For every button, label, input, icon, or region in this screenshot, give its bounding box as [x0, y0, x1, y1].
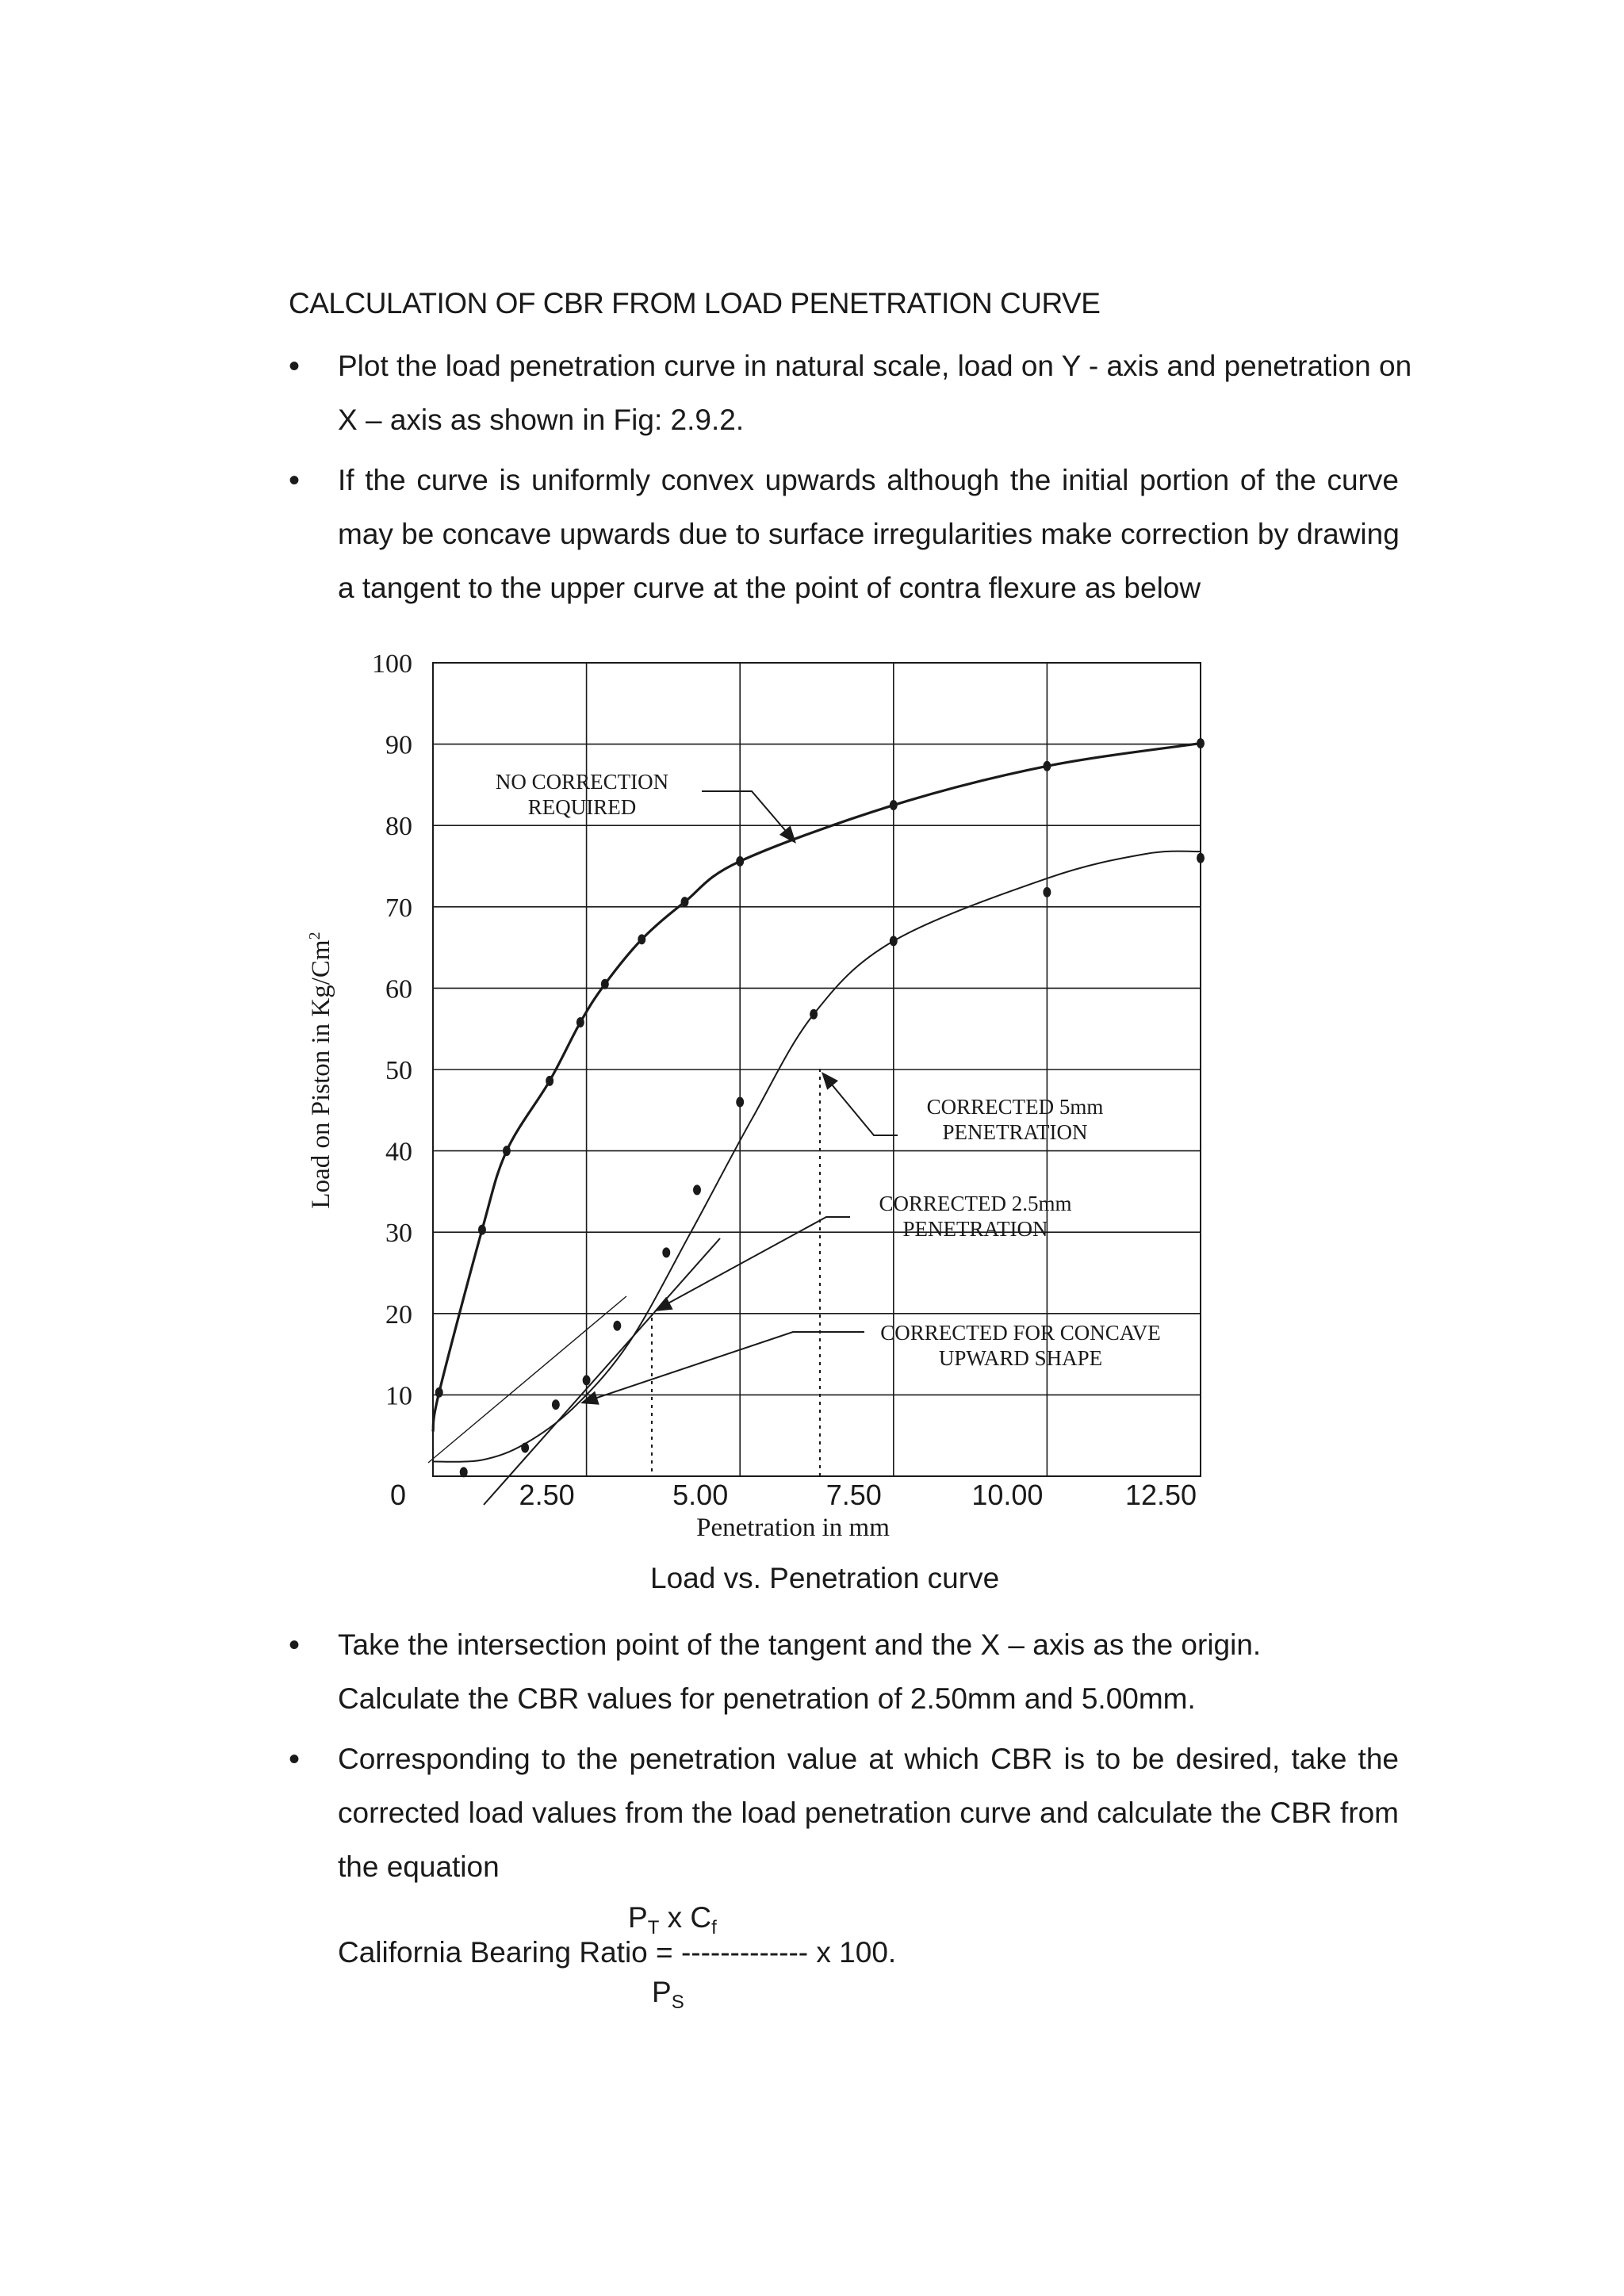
y-tick-label: 30 [385, 1219, 412, 1249]
y-axis-label [306, 932, 335, 1208]
series-concave-line [433, 851, 1201, 1462]
load-penetration-chart [301, 634, 1237, 1546]
data-point [890, 936, 898, 946]
data-point [503, 1146, 511, 1156]
annotation-corrected-2-5mm: CORRECTED 2.5mm PENETRATION [879, 1192, 1072, 1241]
figure-caption: Load vs. Penetration curve [650, 1562, 1000, 1594]
correction-lines [428, 1069, 820, 1505]
y-axis-label-text: Load on Piston in Kg/Cm [307, 939, 335, 1209]
leader-corrected-5mm [828, 1080, 898, 1135]
data-point [546, 1076, 553, 1086]
formula-rhs: x 100. [808, 1936, 897, 1969]
arrow-corrected-5mm [822, 1072, 838, 1090]
denominator-sub-s: S [671, 1992, 684, 2013]
data-point [681, 897, 689, 907]
x-tick-label: 7.50 [825, 1479, 882, 1511]
formula-lhs: California Bearing Ratio = [338, 1936, 681, 1969]
bullet2-line-2: may be concave upwards due to surface irregularities make correction by drawing [338, 518, 1400, 550]
tangent-line [484, 1238, 720, 1505]
bullet2-line-1: If the curve is uniformly convex upwards although the initial portion of the curve [338, 464, 1399, 496]
x-axis-label: Penetration in mm [696, 1513, 890, 1542]
data-point [521, 1443, 529, 1453]
bullet2-line-3: a tangent to the upper curve at the point of contra flexure as below [338, 572, 1201, 604]
y-tick-labels [372, 649, 412, 1410]
bullet4-line-1: Corresponding to the penetration value at which CBR is to be desired, take the [338, 1743, 1399, 1775]
bullet1-line-2: X – axis as shown in Fig: 2.9.2. [338, 404, 745, 436]
data-point [890, 800, 898, 810]
formula-denominator [652, 1976, 684, 2013]
formula-bar: ------------- [680, 1936, 809, 1969]
data-point [583, 1375, 591, 1385]
leader-corrected-2-5mm [662, 1217, 850, 1307]
bullet-dot: • [289, 463, 301, 498]
numerator-sub-f: f [711, 1917, 717, 1938]
data-point [576, 1017, 584, 1027]
x-tick-label: 10.00 [971, 1479, 1044, 1511]
annotation-corrected-concave: CORRECTED FOR CONCAVE UPWARD SHAPE [880, 1321, 1161, 1370]
bullet4-line-3: the equation [338, 1850, 500, 1883]
y-tick-label: 80 [385, 812, 412, 842]
data-point [613, 1321, 621, 1331]
data-point [662, 1247, 670, 1257]
data-point [638, 934, 645, 944]
y-tick-label: 100 [372, 649, 412, 679]
data-point [693, 1184, 701, 1195]
data-point [435, 1387, 443, 1398]
x-tick-label: 2.50 [519, 1479, 575, 1511]
bullet-dot: • [289, 349, 301, 384]
x-tick-label: 5.00 [672, 1479, 729, 1511]
bullet-dot: • [289, 1628, 301, 1663]
data-point [460, 1467, 468, 1477]
x-tick-labels [390, 1479, 1197, 1511]
y-tick-label: 20 [385, 1299, 412, 1330]
data-point [601, 979, 609, 989]
page-heading: CALCULATION OF CBR FROM LOAD PENETRATION CURVE [289, 287, 1101, 320]
data-point [552, 1399, 560, 1410]
leader-no-correction [702, 791, 790, 836]
chart-annotations [496, 770, 1161, 1405]
bullet4-line-2: corrected load values from the load penetration curve and calculate the CBR from [338, 1797, 1399, 1829]
annotation-corrected-5mm: CORRECTED 5mm PENETRATION [926, 1095, 1104, 1144]
data-point [736, 1097, 744, 1108]
y-tick-label: 40 [385, 1137, 412, 1167]
numerator-mid: x C [659, 1901, 712, 1934]
x-tick-label: 0 [389, 1479, 407, 1511]
y-axis-label-sup: 2 [306, 932, 324, 940]
y-tick-label: 50 [385, 1056, 412, 1085]
formula-numerator [628, 1901, 717, 1938]
y-tick-label: 90 [385, 730, 412, 760]
x-tick-label: 12.50 [1124, 1479, 1197, 1511]
numerator-sub-t: T [647, 1917, 660, 1938]
numerator-p: P [628, 1901, 648, 1934]
data-point [736, 856, 744, 867]
y-tick-label: 10 [385, 1381, 412, 1411]
data-point [810, 1009, 818, 1020]
y-tick-label: 70 [385, 893, 412, 923]
y-tick-label: 60 [385, 974, 412, 1004]
bullet-dot: • [289, 1742, 301, 1777]
bullet3-line-2: Calculate the CBR values for penetration of 2.50mm and 5.00mm. [338, 1682, 1196, 1715]
data-point [478, 1225, 486, 1235]
bullet1-line-1: Plot the load penetration curve in natural scale, load on Y - axis and penetration on [338, 350, 1412, 382]
formula-main-line [338, 1936, 896, 1969]
annotation-no-correction: NO CORRECTION REQUIRED [495, 770, 669, 819]
arrow-corrected-2-5mm [654, 1297, 673, 1311]
denominator-p: P [652, 1976, 672, 2008]
data-point [1197, 738, 1205, 748]
bullet3-line-1: Take the intersection point of the tangent and the X – axis as the origin. [338, 1628, 1262, 1661]
leader-corrected-concave [595, 1332, 864, 1399]
data-point [1043, 887, 1051, 897]
data-point [1197, 853, 1205, 863]
data-point [1043, 761, 1051, 771]
